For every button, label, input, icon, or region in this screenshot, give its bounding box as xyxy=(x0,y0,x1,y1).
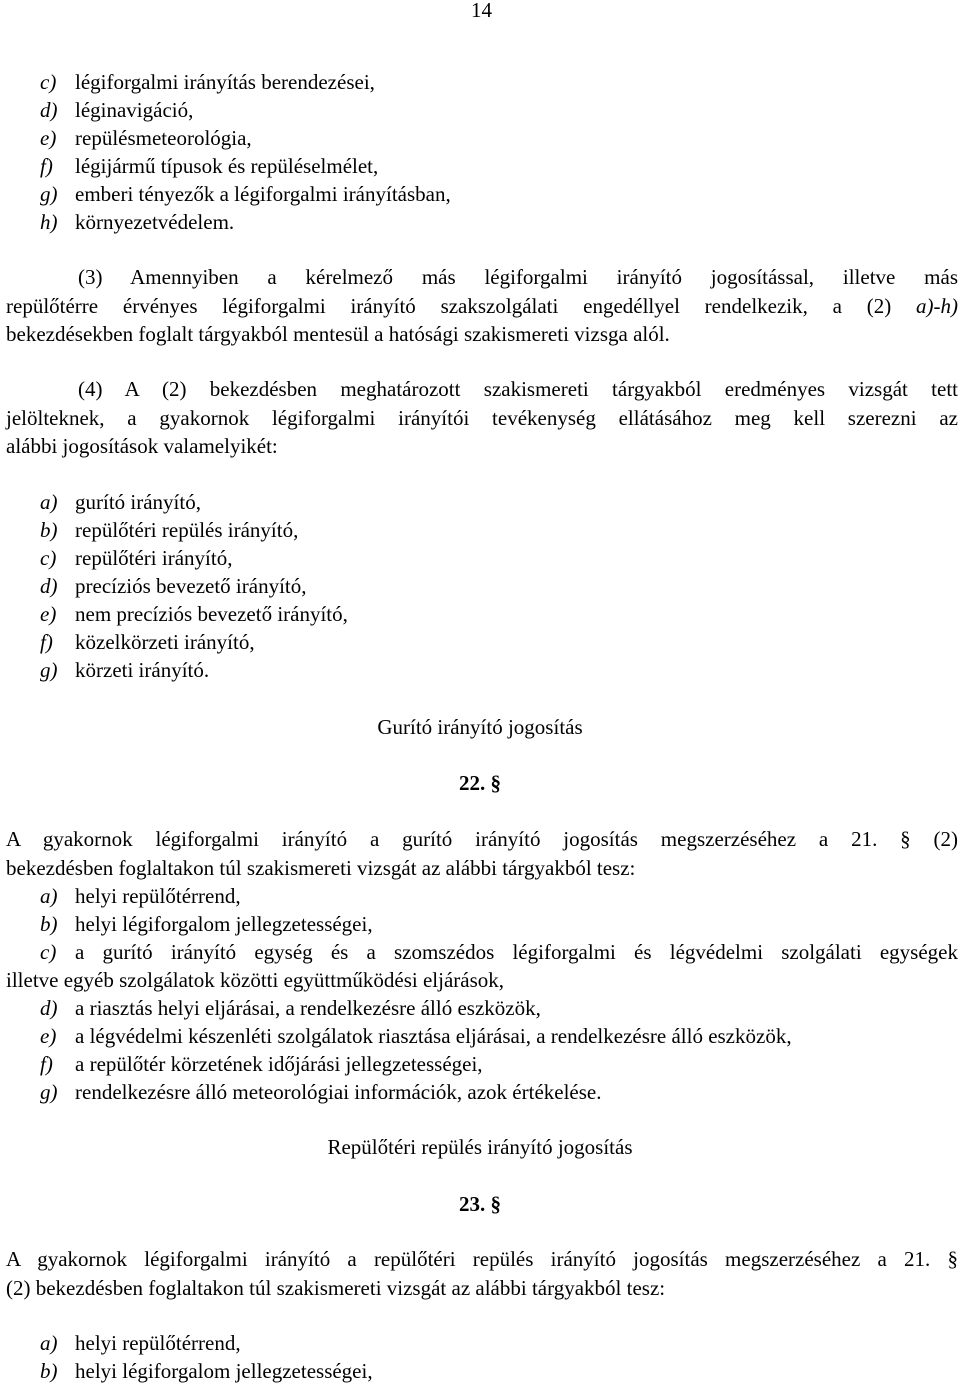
list-item xyxy=(40,1022,792,1051)
section-number: 23. § xyxy=(459,1192,501,1216)
paragraph-3 xyxy=(6,263,958,349)
list-text: gurító irányító, xyxy=(75,490,201,514)
list-text: repülőtéri irányító, xyxy=(75,546,233,570)
list-text: a légvédelmi készenléti szolgálatok riasztása eljárásai, a rendelkezésre álló eszközök, xyxy=(75,1024,792,1048)
list-item xyxy=(40,656,209,685)
paragraph-line: bekezdésben foglaltakon túl szakismereti vizsgát az alábbi tárgyakból tesz: xyxy=(6,855,636,880)
list-item xyxy=(40,180,451,209)
list-item xyxy=(40,1050,483,1079)
list-item-continuation: illetve egyéb szolgálatok közötti együttműködési eljárások, xyxy=(6,968,505,992)
paragraph-line: A gyakornok légiforgalmi irányító a repülőtéri repülés irányító jogosítás megszerzéséhez a 21. § xyxy=(6,1247,958,1271)
list-label: e) xyxy=(40,602,57,626)
list-text: légijármű típusok és repüléselmélet, xyxy=(75,154,379,178)
list-item xyxy=(40,994,541,1023)
list-text: helyi légiforgalom jellegzetességei, xyxy=(75,1359,373,1383)
list-item xyxy=(40,600,348,629)
list-item xyxy=(40,544,232,573)
list-item xyxy=(40,572,306,601)
list-item xyxy=(40,938,958,967)
list-text: léginavigáció, xyxy=(75,98,194,122)
paragraph-reference: a)-h) xyxy=(916,293,958,318)
paragraph-line: jelölteknek, a gyakornok légiforgalmi irányítói tevékenység ellátásához meg kell szerezni az xyxy=(6,405,958,430)
list-text: helyi légiforgalom jellegzetességei, xyxy=(75,912,373,936)
list-text: rendelkezésre álló meteorológiai információk, azok értékelése. xyxy=(75,1080,602,1104)
section-heading: Repülőtéri repülés irányító jogosítás xyxy=(327,1135,633,1159)
list-label: d) xyxy=(40,574,58,598)
list-item xyxy=(40,152,378,181)
paragraph-line: bekezdésekben foglalt tárgyakból mentesül a hatósági szakismereti vizsga alól. xyxy=(6,322,670,346)
list-label: e) xyxy=(40,126,57,150)
list-item xyxy=(40,628,255,657)
list-label: a) xyxy=(40,1331,58,1355)
list-label: f) xyxy=(40,154,53,178)
paragraph-line: (3) Amennyiben a kérelmező más légiforgalmi irányító jogosítással, illetve más xyxy=(78,265,958,289)
list-label: e) xyxy=(40,1024,57,1048)
list-label: g) xyxy=(40,658,58,682)
list-label: c) xyxy=(40,546,57,570)
list-label: f) xyxy=(40,630,53,654)
section-heading: Gurító irányító jogosítás xyxy=(377,715,583,739)
list-item xyxy=(40,882,241,911)
list-item xyxy=(40,96,193,125)
list-label: g) xyxy=(40,1080,58,1104)
list-label: a) xyxy=(40,490,58,514)
list-item xyxy=(40,1357,373,1386)
list-item xyxy=(40,910,373,939)
list-label: h) xyxy=(40,210,58,234)
list-label: g) xyxy=(40,182,58,206)
list-label: b) xyxy=(40,912,58,936)
paragraph-line: (2) bekezdésben foglaltakon túl szakismereti vizsgát az alábbi tárgyakból tesz: xyxy=(6,1275,666,1300)
list-text: repülőtéri repülés irányító, xyxy=(75,518,299,542)
list-text: légiforgalmi irányítás berendezései, xyxy=(75,70,375,94)
paragraph-line: alábbi jogosítások valamelyikét: xyxy=(6,434,278,458)
section-paragraph xyxy=(6,825,958,882)
list-text: a gurító irányító egység és a szomszédos légiforgalmi és légvédelmi szolgálati egységek xyxy=(75,940,958,964)
list-text: körzeti irányító. xyxy=(75,658,210,682)
list-label: b) xyxy=(40,518,58,542)
list-text: helyi repülőtérrend, xyxy=(75,884,241,908)
paragraph-text: repülőtérre érvényes légiforgalmi irányító szakszolgálati engedéllyel rendelkezik, a (2) xyxy=(6,293,892,318)
list-label: f) xyxy=(40,1052,53,1076)
section-number: 22. § xyxy=(459,771,501,795)
list-text: precíziós bevezető irányító, xyxy=(75,574,307,598)
section-paragraph xyxy=(6,1245,958,1302)
list-text: nem precíziós bevezető irányító, xyxy=(75,602,348,626)
list-text: repülésmeteorológia, xyxy=(75,126,252,150)
paragraph-line xyxy=(6,292,958,321)
list-item xyxy=(40,488,201,517)
list-label: b) xyxy=(40,1359,58,1383)
page-number: 14 xyxy=(471,0,492,22)
list-text: környezetvédelem. xyxy=(75,210,235,234)
list-item xyxy=(40,68,375,97)
list-text: közelkörzeti irányító, xyxy=(75,630,255,654)
paragraph-line: A gyakornok légiforgalmi irányító a gurító irányító jogosítás megszerzéséhez a 21. § (2) xyxy=(6,827,958,851)
list-item xyxy=(40,1329,241,1358)
list-text: emberi tényezők a légiforgalmi irányításban, xyxy=(75,182,451,206)
list-item xyxy=(40,516,298,545)
list-item xyxy=(40,124,252,153)
paragraph-4 xyxy=(6,375,958,461)
list-label: d) xyxy=(40,98,58,122)
paragraph-line: (4) A (2) bekezdésben meghatározott szakismereti tárgyakból eredményes vizsgát tett xyxy=(78,377,958,401)
list-text: a riasztás helyi eljárásai, a rendelkezésre álló eszközök, xyxy=(75,996,541,1020)
list-label: d) xyxy=(40,996,58,1020)
list-text: helyi repülőtérrend, xyxy=(75,1331,241,1355)
list-text: a repülőtér körzetének időjárási jellegzetességei, xyxy=(75,1052,483,1076)
list-label: a) xyxy=(40,884,58,908)
list-label: c) xyxy=(40,70,57,94)
list-item xyxy=(40,208,234,237)
list-label: c) xyxy=(40,940,57,964)
list-item xyxy=(40,1078,602,1107)
